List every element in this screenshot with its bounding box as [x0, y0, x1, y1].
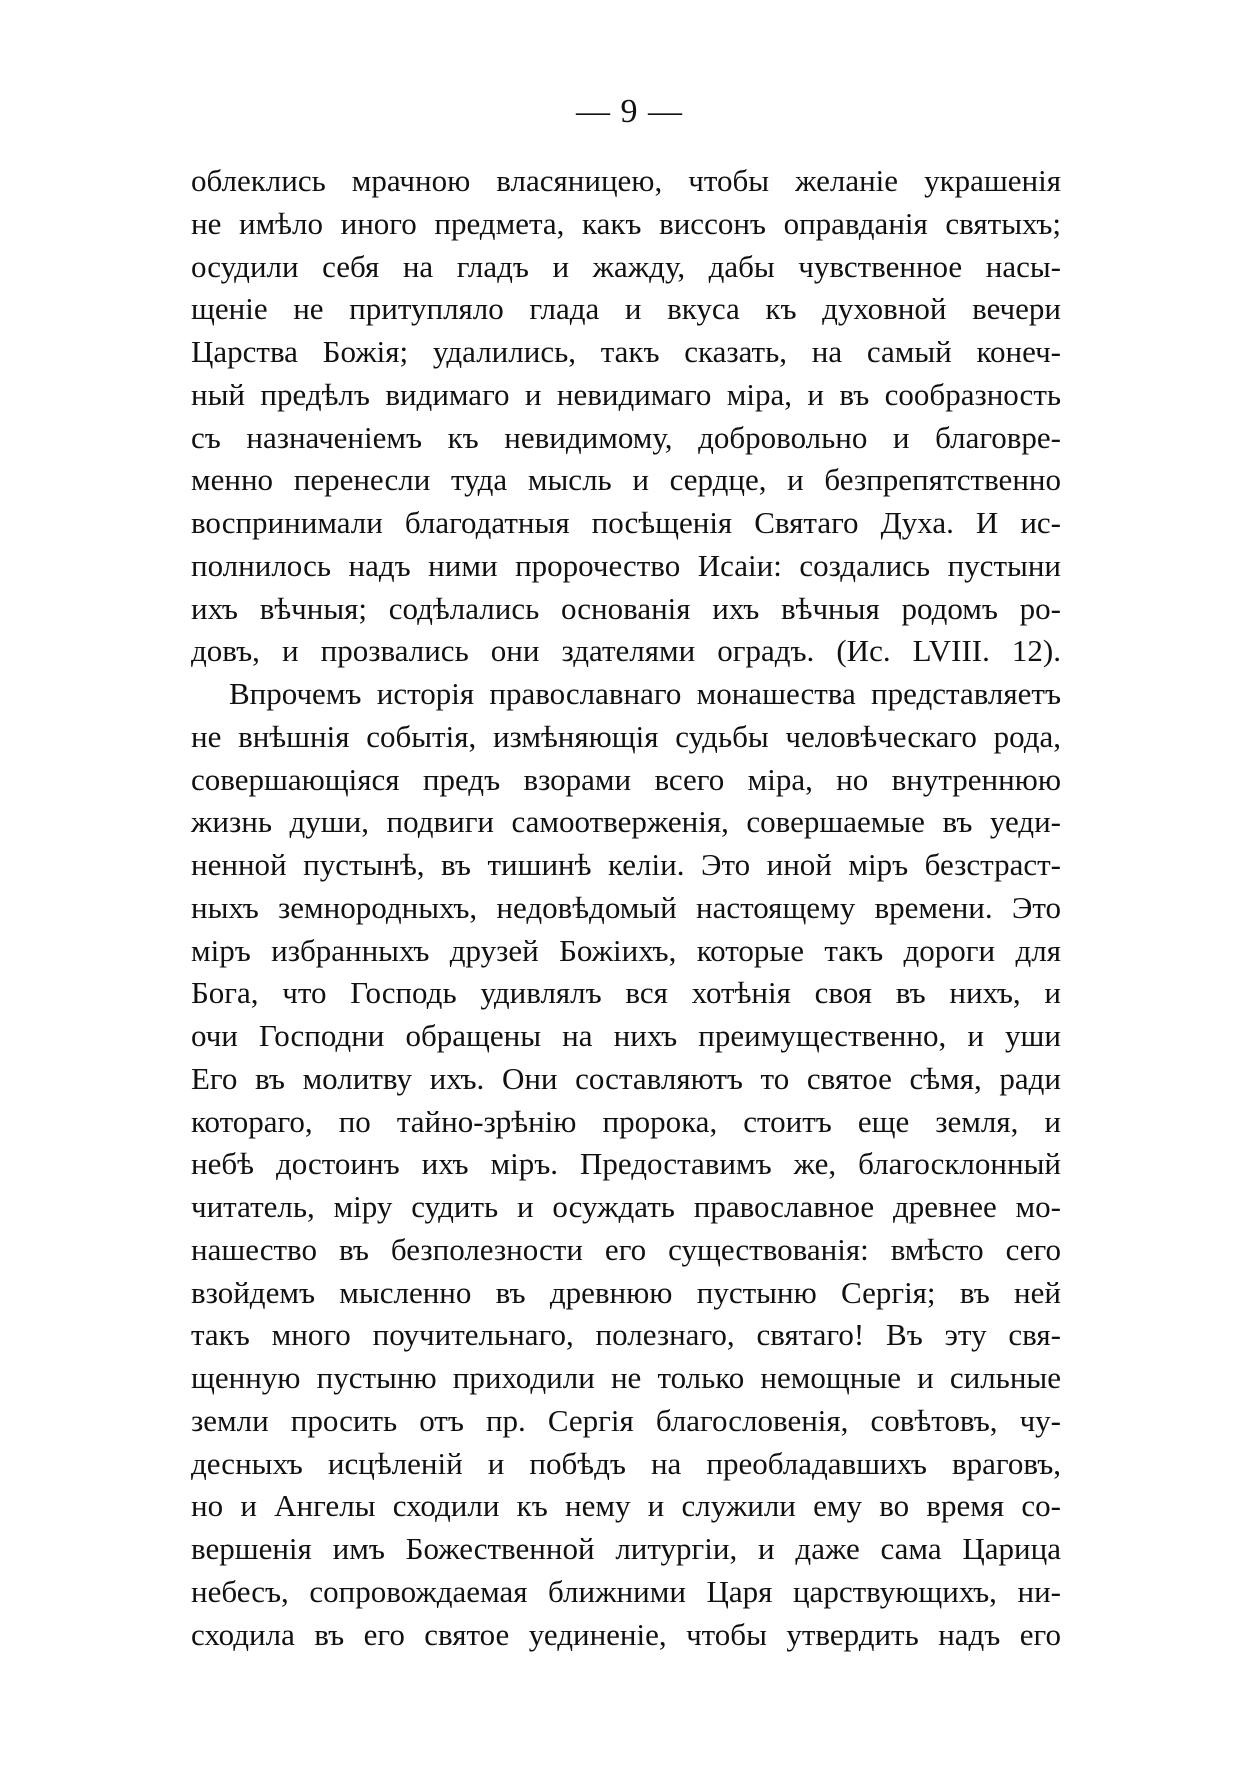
text-line: ненной пустынѣ, въ тишинѣ келіи. Это иной міръ безстраст- — [191, 847, 1061, 882]
text-line: осудили себя на гладъ и жажду, дабы чувственное насы- — [191, 248, 1061, 284]
text-line: менно перенесли туда мысль и сердце, и безпрепятственно — [191, 462, 1061, 498]
text-line: вершенія имъ Божественной литургіи, и даже сама Царица — [191, 1531, 1061, 1566]
paragraph-2 — [191, 673, 1061, 1656]
text-line: воспринимали благодатныя посѣщенія Святаго Духа. И ис- — [191, 505, 1061, 540]
text-line: котораго, по тайно-зрѣнію пророка, стоитъ еще земля, и — [191, 1103, 1061, 1139]
text-line: полнилось надъ ними пророчество Исаіи: создались пустыни — [191, 547, 1061, 583]
text-line: ныхъ земнородныхъ, недовѣдомый настоящему времени. Это — [191, 889, 1061, 925]
text-line: читатель, міру судить и осуждать православное древнее мо- — [191, 1189, 1061, 1224]
text-line: совершающіяся предъ взорами всего міра, но внутреннюю — [191, 761, 1061, 797]
text-line: ный предѣлъ видимаго и невидимаго міра, и въ сообразность — [191, 376, 1061, 412]
text-line: небѣ достоинъ ихъ міръ. Предоставимъ же, благосклонный — [191, 1146, 1061, 1182]
text-line: ихъ вѣчныя; содѣлались основанія ихъ вѣчныя родомъ ро- — [191, 590, 1061, 626]
text-line: облеклись мрачною власяницею, чтобы желаніе украшенія — [191, 163, 1061, 198]
text-line: взойдемъ мысленно въ древнюю пустыню Сергія; въ ней — [191, 1274, 1061, 1310]
text-line: очи Господни обращены на нихъ преимущественно, и уши — [191, 1018, 1061, 1053]
text-line: земли просить отъ пр. Сергія благословенія, совѣтовъ, чу- — [191, 1402, 1061, 1438]
text-line: жизнь души, подвиги самоотверженія, совершаемые въ уеди- — [191, 804, 1061, 840]
text-line: Его въ молитву ихъ. Они составляютъ то святое сѣмя, ради — [191, 1060, 1061, 1096]
text-line: довъ, и прозвались они здателями оградъ. (Ис. LVIII. 12). — [191, 633, 1061, 669]
text-line: десныхъ исцѣленій и побѣдъ на преобладавшихъ враговъ, — [191, 1445, 1061, 1481]
text-line: небесъ, сопровождаемая ближними Царя царствующихъ, ни- — [191, 1573, 1061, 1609]
text-line: Впрочемъ исторія православнаго монашества представляетъ — [229, 676, 1061, 711]
text-line: не внѣшнія событія, измѣняющія судьбы человѣческаго рода, — [191, 718, 1061, 754]
body-text — [191, 160, 1061, 1656]
text-line: сходила въ его святое уединеніе, чтобы утвердить надъ его — [191, 1616, 1061, 1652]
page-number: — 9 — — [576, 93, 683, 130]
text-line: щеніе не притупляло глада и вкуса къ духовной вечери — [191, 291, 1061, 327]
text-line: нашество въ безполезности его существованія: вмѣсто сего — [191, 1231, 1061, 1267]
paragraph-1 — [191, 160, 1061, 673]
text-line: такъ много поучительнаго, полезнаго, святаго! Въ эту свя- — [191, 1317, 1061, 1353]
text-line: Царства Божія; удалились, такъ сказать, на самый конеч- — [191, 334, 1061, 369]
text-line: не имѣло иного предмета, какъ виссонъ оправданія святыхъ; — [191, 205, 1061, 241]
text-line: щенную пустыню приходили не только немощные и сильные — [191, 1360, 1061, 1395]
text-line: міръ избранныхъ друзей Божіихъ, которые такъ дороги для — [191, 932, 1061, 968]
text-line: но и Ангелы сходили къ нему и служили ему во время со- — [191, 1488, 1061, 1524]
text-line: Бога, что Господь удивлялъ вся хотѣнія своя въ нихъ, и — [191, 975, 1061, 1011]
text-line: съ назначеніемъ къ невидимому, добровольно и благовре- — [191, 419, 1061, 455]
